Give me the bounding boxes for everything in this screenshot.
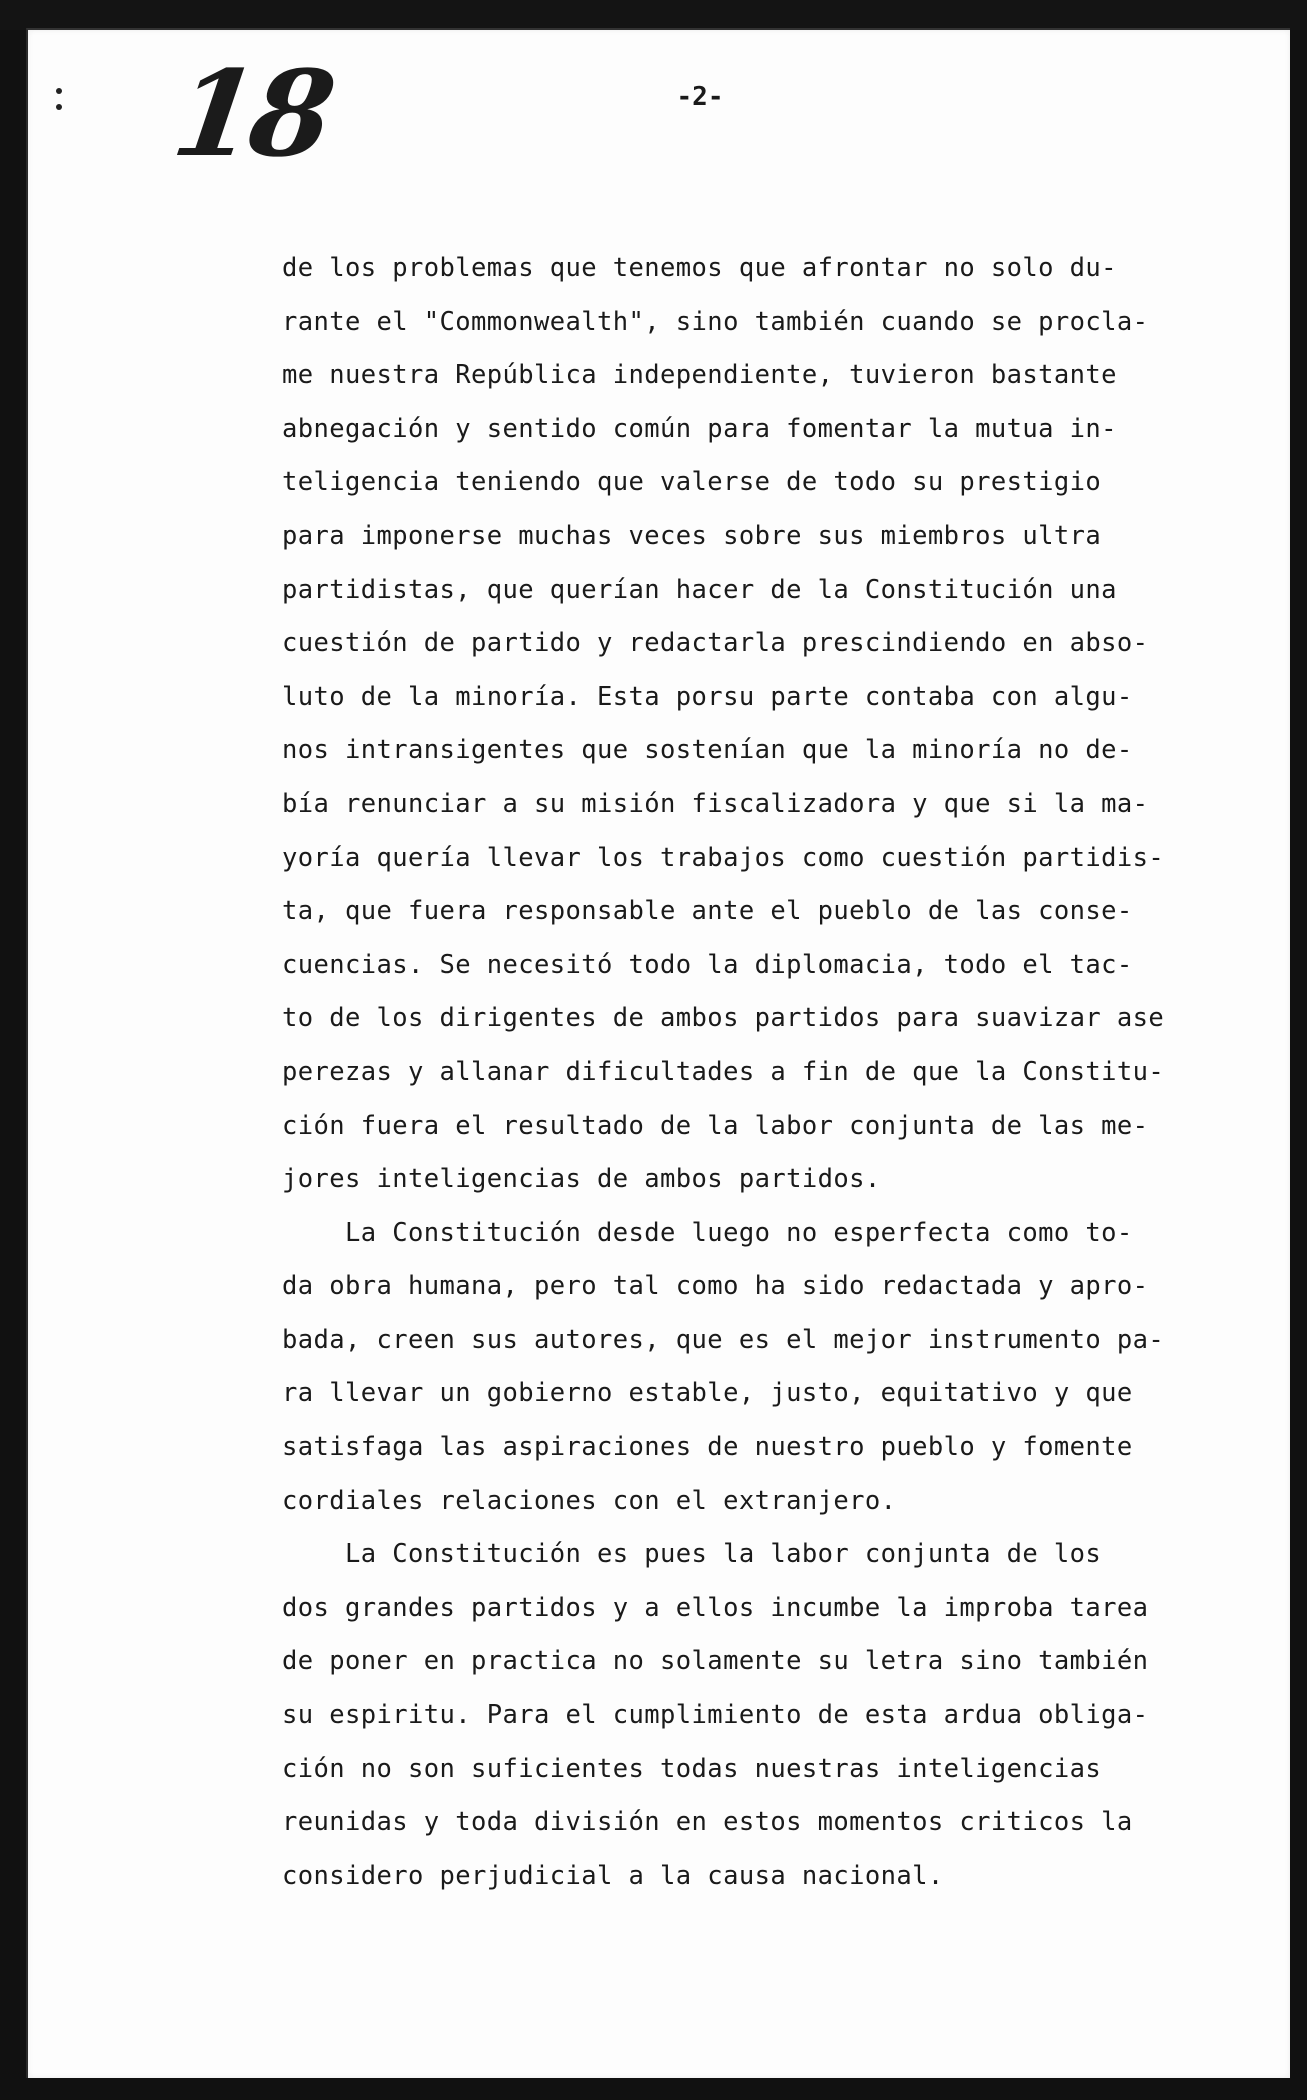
punch-hole (56, 104, 62, 110)
paragraph (282, 242, 1165, 1207)
text-line: ción fuera el resultado de la labor conjunta de las me- (282, 1110, 1149, 1141)
text-line: ción no son suficientes todas nuestras inteligencias (282, 1753, 1102, 1784)
text-line: luto de la minoría. Esta porsu parte contaba con algu- (282, 681, 1133, 712)
text-line: cordiales relaciones con el extranjero. (282, 1485, 897, 1516)
text-line: bada, creen sus autores, que es el mejor instrumento pa- (282, 1324, 1165, 1355)
text-line: perezas y allanar dificultades a fin de que la Constitu- (282, 1056, 1165, 1087)
text-line: satisfaga las aspiraciones de nuestro pueblo y fomente (282, 1432, 1133, 1463)
text-line: cuestión de partido y redactarla prescindiendo en abso- (282, 628, 1149, 659)
text-line: La Constitución es pues la labor conjunta de los (282, 1539, 1102, 1570)
document-body (282, 242, 1165, 1903)
paragraph (282, 1207, 1165, 1529)
text-line: yoría quería llevar los trabajos como cuestión partidis- (282, 842, 1165, 873)
text-line: rante el "Commonwealth", sino también cuando se procla- (282, 306, 1149, 337)
scan-frame (0, 0, 1307, 30)
text-line: abnegación y sentido común para fomentar la mutua in- (282, 413, 1117, 444)
text-line: cuencias. Se necesitó todo la diplomacia, todo el tac- (282, 949, 1133, 980)
text-line: dos grandes partidos y a ellos incumbe la improba tarea (282, 1592, 1149, 1623)
text-line: de los problemas que tenemos que afrontar no solo du- (282, 253, 1117, 283)
text-line: bía renunciar a su misión fiscalizadora y que si la ma- (282, 788, 1149, 819)
text-line: jores inteligencias de ambos partidos. (282, 1164, 881, 1195)
page-number: -2- (676, 82, 724, 112)
text-line: da obra humana, pero tal como ha sido redactada y apro- (282, 1271, 1149, 1302)
punch-hole (56, 88, 62, 94)
text-line: teligencia teniendo que valerse de todo su prestigio (282, 467, 1102, 498)
punch-marks (56, 88, 70, 120)
text-line: nos intransigentes que sostenían que la minoría no de- (282, 735, 1133, 766)
text-line: ra llevar un gobierno estable, justo, equitativo y que (282, 1378, 1133, 1409)
text-line: ta, que fuera responsable ante el pueblo de las conse- (282, 896, 1133, 927)
handwritten-page-mark: 18 (165, 44, 338, 183)
text-line: considero perjudicial a la causa nacional. (282, 1860, 944, 1891)
text-line: para imponerse muchas veces sobre sus miembros ultra (282, 520, 1102, 551)
text-line: reunidas y toda división en estos momentos criticos la (282, 1807, 1133, 1838)
text-line: to de los dirigentes de ambos partidos para suavizar ase (282, 1003, 1165, 1034)
text-line: partidistas, que querían hacer de la Constitución una (282, 574, 1117, 605)
text-line: de poner en practica no solamente su letra sino también (282, 1646, 1149, 1677)
text-line: La Constitución desde luego no esperfecta como to- (282, 1217, 1133, 1248)
text-line: me nuestra República independiente, tuvieron bastante (282, 360, 1117, 391)
text-line: su espiritu. Para el cumplimiento de esta ardua obliga- (282, 1700, 1149, 1731)
paragraph (282, 1528, 1162, 1903)
